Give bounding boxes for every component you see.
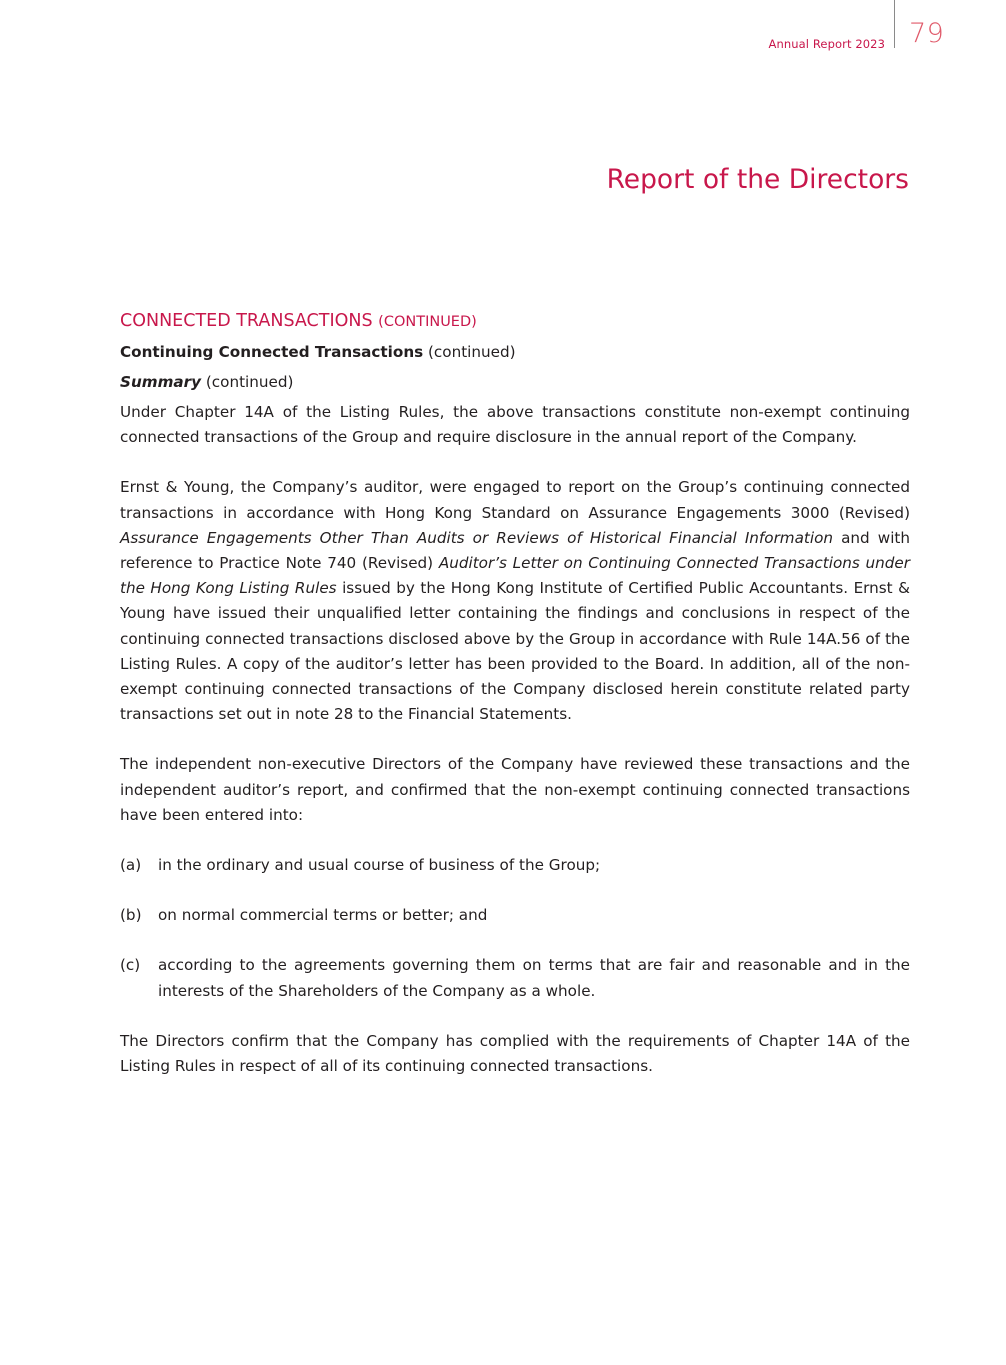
header-divider bbox=[894, 0, 895, 48]
auditor-text-run: Ernst & Young, the Company’s auditor, were engaged to report on the Group’s continuing connected transactions in accordance with Hong Kong Standard on Assurance Engagements 3000 (Revised) bbox=[120, 478, 910, 522]
running-head-title: Annual Report 2023 bbox=[768, 37, 885, 51]
paragraph-compliance: The Directors confirm that the Company has complied with the requirements of Chapter 14A of the Listing Rules in respect of all of its continuing connected transactions. bbox=[120, 1031, 910, 1076]
section-heading-text: CONNECTED TRANSACTIONS bbox=[120, 311, 373, 331]
list-marker: (c) bbox=[120, 956, 141, 975]
page-title: Report of the Directors bbox=[606, 164, 909, 195]
paragraph-auditor bbox=[120, 475, 910, 727]
subheading bbox=[120, 340, 910, 365]
subsubheading-text: Summary bbox=[120, 373, 202, 391]
auditor-text-run: issued by the Hong Kong Institute of Certified Public Accountants. Ernst & Young have issued their unqualified letter containing the findings and conclusions in respect of the continuing connected transactions disclosed above by the Group in accordance with Rule 14A.56 of the Listing Rules. A copy of the auditor’s letter has been provided to the Board. In addition, all of the non-exempt continuing connected transactions of the Company disclosed herein constitute related party transactions set out in note 28 to the Financial Statements. bbox=[120, 579, 910, 724]
list-item-text: in the ordinary and usual course of business of the Group; bbox=[158, 856, 601, 875]
paragraph-chapter-14a: Under Chapter 14A of the Listing Rules, the above transactions constitute non-exempt continuing connected transactions of the Group and require disclosure in the annual report of the Company. bbox=[120, 403, 910, 447]
list-item bbox=[120, 953, 910, 1003]
subheading-suffix: (continued) bbox=[428, 343, 516, 361]
section-heading bbox=[120, 309, 910, 335]
subheading-text: Continuing Connected Transactions bbox=[120, 343, 424, 361]
list-marker: (a) bbox=[120, 856, 142, 875]
standard-title: Assurance Engagements Other Than Audits or Reviews of Historical Financial Information bbox=[120, 528, 834, 547]
main-content bbox=[120, 309, 910, 1104]
list-item-text: on normal commercial terms or better; and bbox=[158, 906, 488, 925]
page-number: 79 bbox=[909, 18, 945, 49]
subsubheading-suffix: (continued) bbox=[205, 373, 294, 391]
list-item bbox=[120, 853, 910, 878]
list-item bbox=[120, 903, 910, 928]
practice-note-title: Auditor’s Letter on Continuing Connected Transactions under the Hong Kong Listing Rules bbox=[120, 554, 910, 598]
paragraph-independent-directors: The independent non-executive Directors of the Company have reviewed these transactions and the independent auditor’s report, and confirmed that the non-exempt continuing connected transactions have been entered into: bbox=[120, 755, 910, 824]
list-marker: (b) bbox=[120, 906, 142, 925]
subsubheading bbox=[120, 370, 910, 395]
section-heading-suffix: (CONTINUED) bbox=[378, 314, 477, 330]
auditor-text-run: and with reference to Practice Note 740 (Revised) bbox=[120, 528, 910, 573]
list-item-text: according to the agreements governing them on terms that are fair and reasonable and in the interests of the Shareholders of the Company as a whole. bbox=[158, 956, 910, 1000]
confirmation-list bbox=[120, 853, 910, 1004]
